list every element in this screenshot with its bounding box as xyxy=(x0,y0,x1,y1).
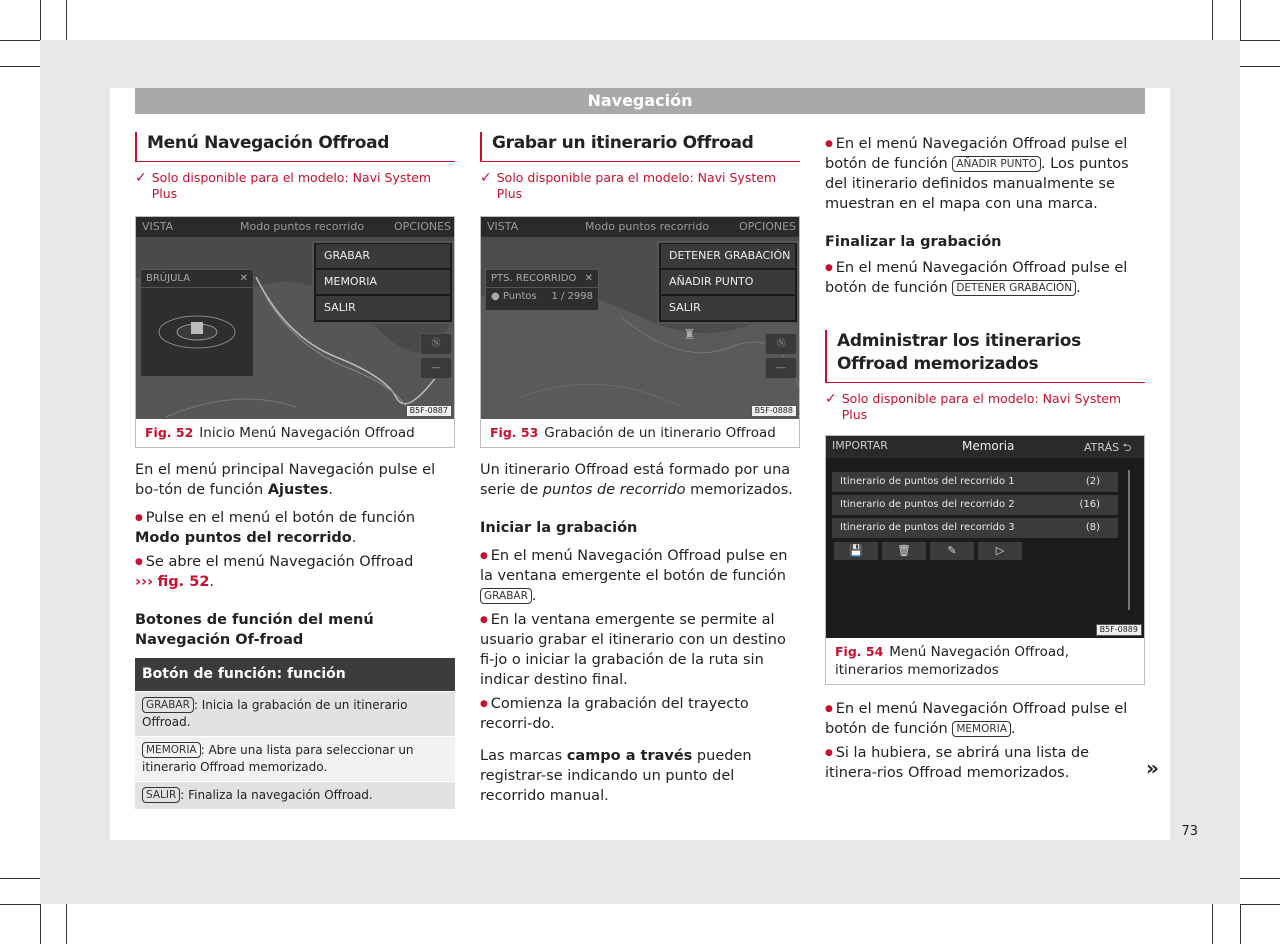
paragraph: Un itinerario Offroad está formado por una serie de puntos de recorrido memorizados. xyxy=(480,462,793,498)
continue-icon: » xyxy=(1146,756,1159,780)
menu-item-grabar[interactable]: GRABAR xyxy=(316,244,450,269)
save-icon[interactable]: 💾 xyxy=(834,542,878,560)
crop-mark xyxy=(0,878,40,879)
paragraph: En el menú principal Navegación pulse el bo-tón de función Ajustes. xyxy=(135,462,436,498)
tab-opciones[interactable]: OPCIONES xyxy=(739,220,797,233)
menu-item-add-point[interactable]: AÑADIR PUNTO xyxy=(661,270,795,295)
crop-mark xyxy=(0,66,40,67)
edit-icon[interactable]: ✎ xyxy=(930,542,974,560)
page-number: 73 xyxy=(1181,824,1198,839)
list-item: ● Si la hubiera, se abrirá una lista de itinera-rios Offroad memorizados. xyxy=(825,743,1145,783)
screenshot-recording xyxy=(481,217,799,419)
map-tab-bar xyxy=(136,217,454,237)
crop-mark xyxy=(66,0,67,40)
check-icon: ✓ xyxy=(135,170,147,186)
delete-icon[interactable]: 🗑 xyxy=(882,542,926,560)
figure-53 xyxy=(480,216,800,448)
screenshot-memory-list xyxy=(826,436,1144,638)
tab-vista[interactable]: VISTA xyxy=(487,220,519,233)
crop-mark xyxy=(1240,0,1241,40)
screenshot-offroad-menu xyxy=(136,217,454,419)
scale-button[interactable]: ― xyxy=(420,357,452,379)
figure-link[interactable]: fig. 52 xyxy=(157,574,210,590)
list-item: ● En el menú Navegación Offroad pulse el botón de función MEMORIA . xyxy=(825,699,1145,739)
figure-caption: Fig. 52 Inicio Menú Navegación Offroad xyxy=(145,425,415,441)
compass-panel xyxy=(140,269,254,377)
close-icon[interactable]: ✕ xyxy=(584,273,593,284)
section-title: Grabar un itinerario Offroad xyxy=(480,132,800,162)
crop-mark xyxy=(1240,904,1241,944)
availability-note: ✓ Solo disponible para el modelo: Navi System Plus xyxy=(480,170,777,201)
crop-mark xyxy=(1240,66,1280,67)
availability-note: ✓ Solo disponible para el modelo: Navi System Plus xyxy=(825,391,1122,422)
list-item[interactable]: Itinerario de puntos del recorrido 3 (8) xyxy=(832,518,1118,538)
availability-note: ✓ Solo disponible para el modelo: Navi System Plus xyxy=(135,170,432,201)
north-icon[interactable]: Ⓝ xyxy=(765,333,797,355)
subheading: Iniciar la grabación xyxy=(480,520,638,536)
column-1 xyxy=(135,132,455,809)
figure-caption: Fig. 53 Grabación de un itinerario Offroad xyxy=(490,425,776,441)
route-points-panel xyxy=(485,269,599,311)
scale-button[interactable]: ― xyxy=(765,357,797,379)
list-item[interactable]: Itinerario de puntos del recorrido 2 (16) xyxy=(832,495,1118,515)
figure-caption: Fig. 54 Menú Navegación Offroad, itinerarios memorizados xyxy=(835,644,1069,678)
north-icon[interactable]: Ⓝ xyxy=(420,333,452,355)
crop-mark xyxy=(1212,0,1213,40)
subheading: Botones de función del menú Navegación Of-froad xyxy=(135,612,374,648)
crop-mark xyxy=(1240,878,1280,879)
options-popup xyxy=(312,241,454,324)
function-table xyxy=(135,658,455,809)
figure-code: B5F-0889 xyxy=(1096,624,1142,636)
points-value: 1 / 2998 xyxy=(551,291,593,302)
figure-code: B5F-0887 xyxy=(406,405,452,417)
crop-mark xyxy=(0,904,40,905)
crop-mark xyxy=(1240,904,1280,905)
column-2 xyxy=(480,132,800,806)
compass-panel-title: BRÚJULA xyxy=(146,273,191,284)
figure-54 xyxy=(825,435,1145,685)
crop-mark xyxy=(40,904,41,944)
record-dot-icon: ● xyxy=(491,291,500,302)
tab-mode[interactable]: Modo puntos recorrido xyxy=(585,220,710,233)
reference-arrow-icon: ››› xyxy=(135,574,153,590)
options-popup xyxy=(657,241,799,324)
tab-importar[interactable]: IMPORTAR xyxy=(832,439,888,452)
figure-code: B5F-0888 xyxy=(751,405,797,417)
scrollbar[interactable] xyxy=(1128,470,1130,610)
tab-vista[interactable]: VISTA xyxy=(142,220,174,233)
tab-atras[interactable]: ATRÁS ⮌ xyxy=(1084,441,1132,454)
crop-mark xyxy=(40,0,41,40)
list-item: ● Comienza la grabación del trayecto recorri-do. xyxy=(480,694,800,734)
panel-title: PTS. RECORRIDO xyxy=(491,273,577,284)
menu-item-stop-recording[interactable]: DETENER GRABACIÓN xyxy=(661,244,795,269)
menu-item-memoria[interactable]: MEMORIA xyxy=(316,270,450,295)
section-title: Administrar los itinerarios Offroad memorizados xyxy=(825,330,1145,383)
list-item[interactable]: Itinerario de puntos del recorrido 1 (2) xyxy=(832,472,1118,492)
subheading: Finalizar la grabación xyxy=(825,234,1002,250)
points-label: Puntos xyxy=(502,291,537,302)
crop-mark xyxy=(1240,40,1280,41)
paragraph: Las marcas campo a través pueden registrar-se indicando un punto del recorrido manual. xyxy=(480,748,752,804)
list-item: ● En la ventana emergente se permite al usuario grabar el itinerario con un destino fi-jo o iniciar la grabación de la ruta sin indicar destino final. xyxy=(480,610,800,690)
crop-mark xyxy=(1212,904,1213,944)
chapter-header: Navegación xyxy=(135,88,1145,114)
tab-mode[interactable]: Modo puntos recorrido xyxy=(240,220,365,233)
map-tab-bar xyxy=(481,217,799,237)
list-item: ● En el menú Navegación Offroad pulse en la ventana emergente el botón de función GRABAR . xyxy=(480,546,800,606)
crop-mark xyxy=(0,40,40,41)
crop-mark xyxy=(66,904,67,944)
memory-tab-bar xyxy=(826,436,1144,458)
castle-icon: ♜ xyxy=(683,327,696,343)
close-icon[interactable]: ✕ xyxy=(239,273,248,284)
list-item: ● En el menú Navegación Offroad pulse el botón de función DETENER GRABACIÓN . xyxy=(825,258,1145,298)
check-icon: ✓ xyxy=(825,391,837,407)
check-icon: ✓ xyxy=(480,170,492,186)
column-3 xyxy=(825,134,1145,783)
list-item: ● Se abre el menú Navegación Offroad ››› fig. 52. xyxy=(135,552,455,592)
table-header: Botón de función: función xyxy=(135,658,455,691)
tab-opciones[interactable]: OPCIONES xyxy=(394,220,452,233)
list-item: ● Pulse en el menú el botón de función Modo puntos del recorrido. xyxy=(135,508,455,548)
compass-icon xyxy=(141,288,253,368)
section-title: Menú Navegación Offroad xyxy=(135,132,455,162)
table-row: MEMORIA : Abre una lista para seleccionar un itinerario Offroad memorizado. xyxy=(135,736,455,781)
list-item: ● En el menú Navegación Offroad pulse el botón de función AÑADIR PUNTO . Los puntos del itinerario definidos manualmente se muestran en el mapa con una marca. xyxy=(825,134,1145,214)
menu-item-salir[interactable]: SALIR xyxy=(661,296,795,321)
back-arrow-icon: ⮌ xyxy=(1122,441,1132,454)
figure-52 xyxy=(135,216,455,448)
play-icon[interactable]: ▷ xyxy=(978,542,1022,560)
tab-memoria: Memoria xyxy=(962,439,1015,453)
table-row: SALIR : Finaliza la navegación Offroad. xyxy=(135,781,455,809)
table-row: GRABAR : Inicia la grabación de un itinerario Offroad. xyxy=(135,691,455,736)
menu-item-salir[interactable]: SALIR xyxy=(316,296,450,321)
